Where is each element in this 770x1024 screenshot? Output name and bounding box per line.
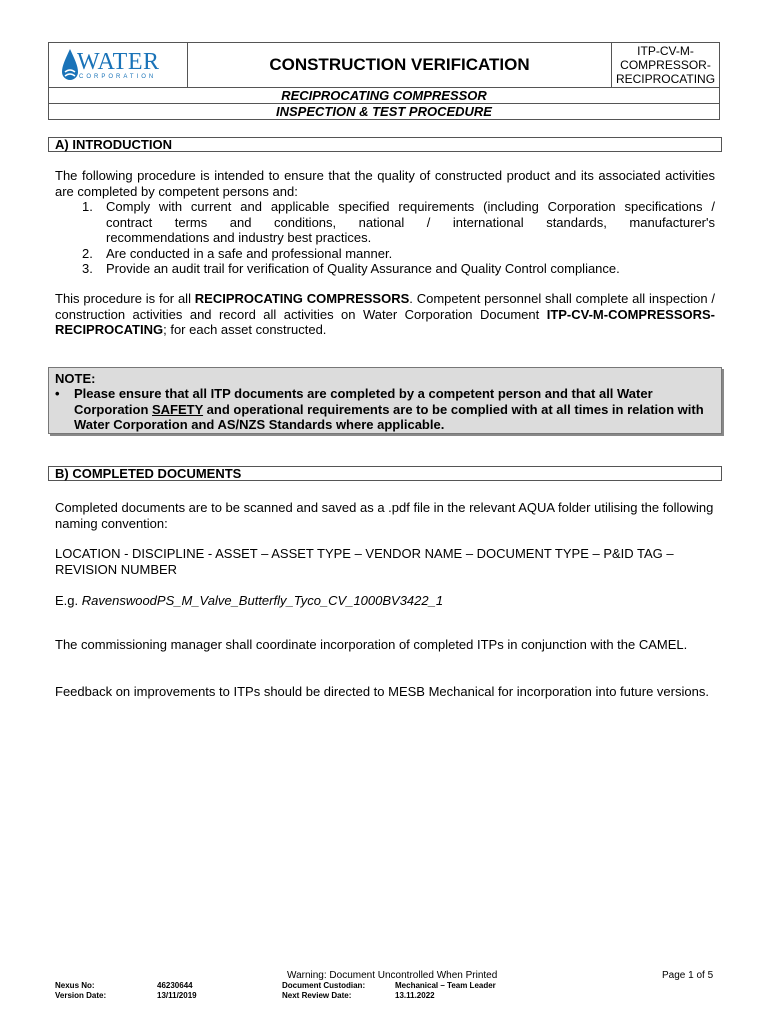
review-date-value: 13.11.2022: [395, 991, 435, 1000]
feedback-paragraph: Feedback on improvements to ITPs should be directed to MESB Mechanical for incorporation into future versions.: [55, 684, 709, 699]
scope-text: This procedure is for all: [55, 291, 195, 306]
page-number: Page 1 of 5: [662, 970, 714, 981]
document-title: CONSTRUCTION VERIFICATION: [188, 43, 612, 87]
logo-subtitle: CORPORATION: [79, 74, 157, 80]
list-item-text: Comply with current and applicable specified requirements (including Corporation specifications /: [106, 199, 715, 214]
note-box: [48, 367, 722, 434]
footer-warning: Warning: Document Uncontrolled When Printed: [287, 970, 498, 981]
nexus-label: Nexus No:: [55, 981, 95, 990]
list-item: [82, 246, 715, 262]
version-date-value: 13/11/2019: [157, 991, 197, 1000]
scope-bold-equipment: RECIPROCATING COMPRESSORS: [194, 291, 410, 306]
list-item-number: 3.: [82, 261, 93, 276]
custodian-value: Mechanical – Team Leader: [395, 981, 496, 990]
document-subtitle-1: RECIPROCATING COMPRESSOR: [49, 87, 719, 104]
scope-bold-document: ITP-CV-M-COMPRESSORS-RECIPROCATING: [55, 306, 715, 337]
section-b-heading: B) COMPLETED DOCUMENTS: [48, 466, 722, 481]
example-filename: [55, 593, 715, 609]
note-safety-word: SAFETY: [152, 401, 204, 417]
note-text-part: and operational requirements are to be complied with at all times in relation with Water Corporation and AS/NZS Standards where applicable.: [74, 401, 704, 432]
intro-paragraph: The following procedure is intended to ensure that the quality of constructed product and its associated activities are completed by competent persons and:: [55, 168, 715, 199]
note-text: [74, 386, 714, 433]
scope-paragraph: [55, 291, 715, 338]
list-item-text: Are conducted in a safe and professional manner.: [106, 246, 393, 261]
list-item: [82, 261, 715, 277]
document-code-line: COMPRESSOR-: [620, 58, 711, 72]
version-date-label: Version Date:: [55, 991, 107, 1000]
document-code-line: RECIPROCATING: [615, 72, 716, 86]
list-item-text: contract terms and conditions, national / international standards, manufacturer's: [106, 214, 715, 230]
scope-text: ; for each asset constructed.: [163, 322, 327, 337]
review-date-label: Next Review Date:: [282, 991, 352, 1000]
completed-docs-paragraph: Completed documents are to be scanned and saved as a .pdf file in the relevant AQUA folder utilising the following naming convention:: [55, 500, 714, 531]
note-bullet: •: [55, 386, 60, 401]
example-value: RavenswoodPS_M_Valve_Butterfly_Tyco_CV_1000BV3422_1: [81, 593, 444, 608]
document-subtitle-2: INSPECTION & TEST PROCEDURE: [49, 103, 719, 120]
list-item: [82, 199, 715, 246]
list-item-text: recommendations and industry best practices.: [106, 230, 372, 245]
logo-wordmark: WATER: [77, 49, 160, 75]
section-a-heading: A) INTRODUCTION: [48, 137, 722, 152]
note-label: NOTE:: [55, 371, 96, 386]
list-item-number: 1.: [82, 199, 93, 214]
commissioning-paragraph: The commissioning manager shall coordinate incorporation of completed ITPs in conjunction with the CAMEL.: [55, 637, 688, 652]
nexus-value: 46230644: [157, 981, 193, 990]
scope-text: . Competent personnel shall complete all inspection / construction activities and record all activities on Water Corporation Document: [55, 291, 715, 322]
note-text-part: Please ensure that all ITP documents are completed by a competent person and that all Water Corporation: [74, 386, 653, 417]
naming-convention: LOCATION - DISCIPLINE - ASSET – ASSET TYPE – VENDOR NAME – DOCUMENT TYPE – P&ID TAG – REVISION NUMBER: [55, 546, 674, 577]
document-code: [612, 43, 719, 88]
document-code-line: ITP-CV-M-: [637, 44, 694, 58]
logo-cell: [49, 43, 188, 87]
custodian-label: Document Custodian:: [282, 981, 366, 990]
document-header: [48, 42, 720, 120]
list-item-number: 2.: [82, 246, 93, 261]
list-item-text: Provide an audit trail for verification of Quality Assurance and Quality Control compliance.: [106, 261, 620, 276]
example-label: E.g.: [55, 593, 82, 608]
